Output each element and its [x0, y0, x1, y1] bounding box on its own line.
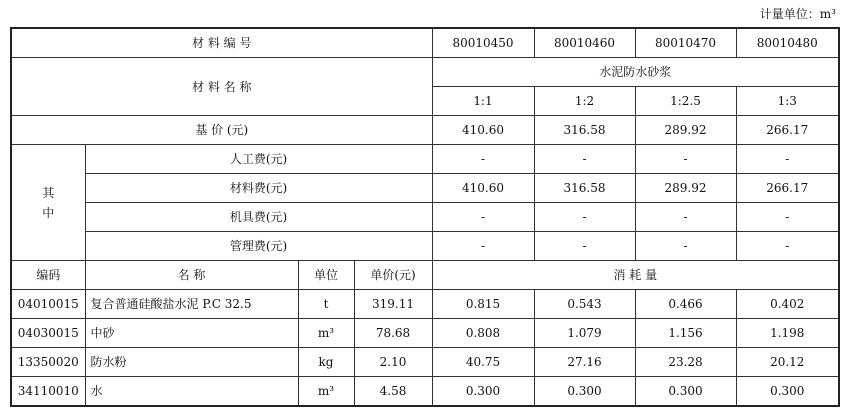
consumption-cell: 1.198 [736, 319, 839, 348]
material-name: 防水粉 [85, 348, 298, 377]
cost-cell: - [432, 203, 534, 232]
table-row [11, 377, 839, 407]
header-unit: 单位 [298, 261, 354, 290]
cost-row-labor [11, 145, 839, 174]
cost-cell: - [635, 203, 736, 232]
cost-label: 人工费(元) [85, 145, 432, 174]
cost-cell: - [432, 232, 534, 261]
cost-cell: - [736, 232, 839, 261]
cost-cell: 289.92 [635, 174, 736, 203]
consumption-cell: 1.079 [534, 319, 635, 348]
consumption-cell: 0.300 [635, 377, 736, 407]
cost-cell: - [534, 145, 635, 174]
material-name-label: 材 料 名 称 [11, 58, 432, 116]
consumption-cell: 40.75 [432, 348, 534, 377]
ratio-cell: 1:2.5 [635, 87, 736, 116]
cost-row-material [11, 174, 839, 203]
consumption-cell: 23.28 [635, 348, 736, 377]
consumption-cell: 0.300 [736, 377, 839, 407]
material-name-row [11, 58, 839, 87]
cost-cell: - [432, 145, 534, 174]
material-price: 4.58 [354, 377, 432, 407]
table-row [11, 348, 839, 377]
material-unit: t [298, 290, 354, 319]
header-consumption: 消 耗 量 [432, 261, 839, 290]
material-code-cell: 80010480 [736, 28, 839, 58]
material-price: 2.10 [354, 348, 432, 377]
ratio-cell: 1:3 [736, 87, 839, 116]
base-price-label: 基 价 (元) [11, 116, 432, 145]
cost-cell: - [736, 203, 839, 232]
base-price-cell: 316.58 [534, 116, 635, 145]
base-price-cell: 410.60 [432, 116, 534, 145]
table-row [11, 319, 839, 348]
consumption-cell: 0.402 [736, 290, 839, 319]
material-code-cell: 80010470 [635, 28, 736, 58]
cost-cell: - [534, 232, 635, 261]
header-code: 编码 [11, 261, 85, 290]
of-which-label [11, 145, 85, 261]
product-name: 水泥防水砂浆 [432, 58, 839, 87]
material-unit: m³ [298, 319, 354, 348]
header-unit-price: 单价(元) [354, 261, 432, 290]
consumption-cell: 0.808 [432, 319, 534, 348]
material-code-cell: 80010460 [534, 28, 635, 58]
material-code: 04010015 [11, 290, 85, 319]
cost-cell: 316.58 [534, 174, 635, 203]
cost-row-management [11, 232, 839, 261]
consumption-cell: 27.16 [534, 348, 635, 377]
of-which-char-1: 其 [42, 185, 55, 200]
material-name: 水 [85, 377, 298, 407]
material-code: 34110010 [11, 377, 85, 407]
base-price-cell: 289.92 [635, 116, 736, 145]
cost-label: 管理费(元) [85, 232, 432, 261]
consumption-cell: 0.815 [432, 290, 534, 319]
table-row [11, 290, 839, 319]
material-name: 复合普通硅酸盐水泥 P.C 32.5 [85, 290, 298, 319]
material-code-label: 材 料 编 号 [11, 28, 432, 58]
consumption-cell: 20.12 [736, 348, 839, 377]
material-code: 13350020 [11, 348, 85, 377]
cost-label: 机具费(元) [85, 203, 432, 232]
cost-cell: 410.60 [432, 174, 534, 203]
cost-cell: 266.17 [736, 174, 839, 203]
header-name: 名 称 [85, 261, 298, 290]
cost-cell: - [534, 203, 635, 232]
of-which-char-2: 中 [42, 205, 55, 220]
base-price-cell: 266.17 [736, 116, 839, 145]
consumption-cell: 1.156 [635, 319, 736, 348]
consumption-cell: 0.300 [534, 377, 635, 407]
consumption-cell: 0.543 [534, 290, 635, 319]
consumption-cell: 0.300 [432, 377, 534, 407]
quota-table [10, 27, 840, 407]
cost-label: 材料费(元) [85, 174, 432, 203]
unit-note: 计量单位：m³ [759, 7, 836, 21]
consumption-header-row [11, 261, 839, 290]
material-unit: m³ [298, 377, 354, 407]
material-code-row [11, 28, 839, 58]
material-code: 04030015 [11, 319, 85, 348]
consumption-cell: 0.466 [635, 290, 736, 319]
material-price: 78.68 [354, 319, 432, 348]
ratio-cell: 1:2 [534, 87, 635, 116]
cost-cell: - [736, 145, 839, 174]
base-price-row [11, 116, 839, 145]
material-price: 319.11 [354, 290, 432, 319]
cost-cell: - [635, 145, 736, 174]
material-code-cell: 80010450 [432, 28, 534, 58]
cost-row-machinery [11, 203, 839, 232]
ratio-cell: 1:1 [432, 87, 534, 116]
material-name: 中砂 [85, 319, 298, 348]
cost-cell: - [635, 232, 736, 261]
material-unit: kg [298, 348, 354, 377]
